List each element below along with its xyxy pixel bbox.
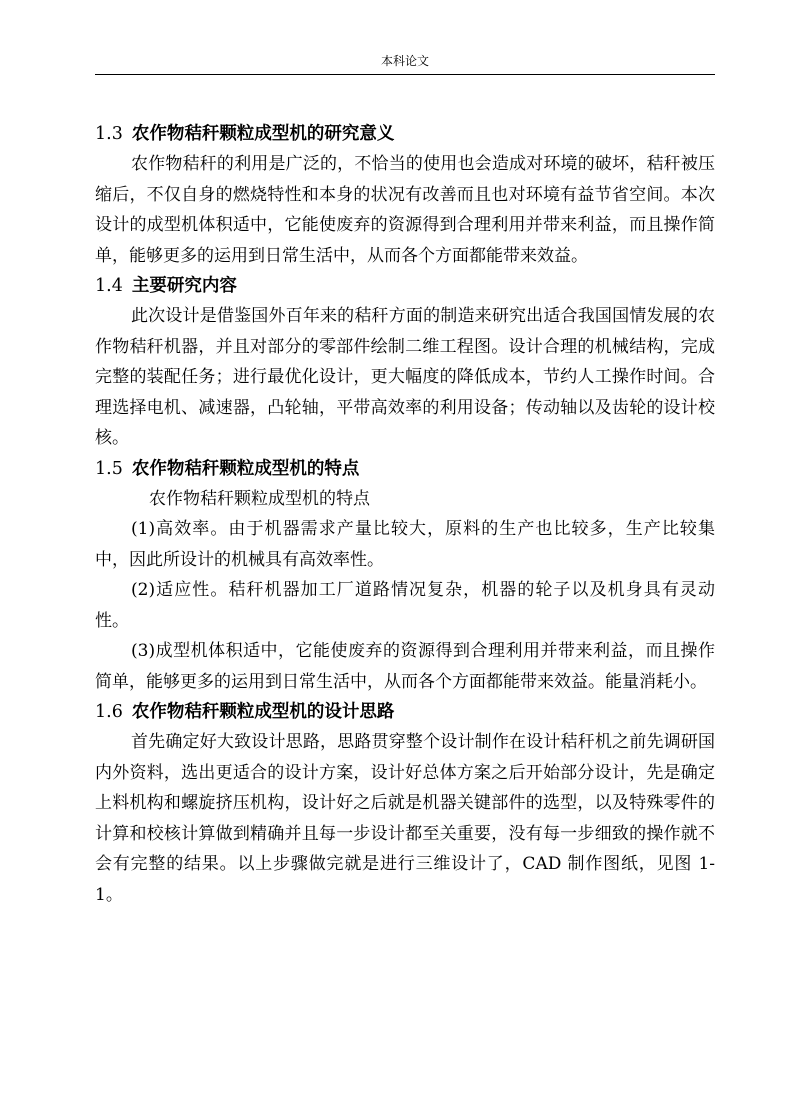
section-heading-1-4 [95, 271, 715, 301]
section-title: 农作物秸秆颗粒成型机的设计思路 [131, 702, 395, 722]
section-intro-line: 农作物秸秆颗粒成型机的特点 [149, 488, 370, 509]
paragraph: 首先确定好大致设计思路，思路贯穿整个设计制作在设计秸秆机之前先调研国内外资料，选出更适合的设计方案，设计好总体方案之后开始部分设计，先是确定上料机构和螺旋挤压机构，设计好之后就是机器关键部件的选型，以及特殊零件的计算和校核计算做到精确并且每一步设计都至关重要，没有每一步细致的操作就不会有完整的结果。以上步骤做完就是进行三维设计了，CAD 制作图纸，见图 1-1。 [95, 732, 715, 905]
paragraph: 此次设计是借鉴国外百年来的秸秆方面的制造来研究出适合我国国情发展的农作物秸秆机器，并且对部分的零部件绘制二维工程图。设计合理的机械结构，完成完整的装配任务；进行最优化设计，更大幅度的降低成本，节约人工操作时间。合理选择电机、减速器，凸轮轴，平带高效率的利用设备；传动轴以及齿轮的设计校核。 [95, 306, 715, 448]
section-title: 农作物秸秆颗粒成型机的特点 [131, 458, 360, 479]
section-title: 主要研究内容 [131, 276, 237, 296]
document-body [95, 119, 715, 910]
paragraph: 农作物秸秆的利用是广泛的，不恰当的使用也会造成对环境的破坏，秸秆被压缩后，不仅自身的燃烧特性和本身的状况有改善而且也对环境有益节省空间。本次设计的成型机体积适中，它能使废弃的资源得到合理利用并带来利益，而且操作简单，能够更多的运用到日常生活中，从而各个方面都能带来效益。 [95, 154, 715, 266]
section-heading-1-5 [95, 454, 715, 484]
section-heading-1-6 [95, 697, 715, 727]
list-item-paragraph: (1)高效率。由于机器需求产量比较大，原料的生产也比较多，生产比较集中，因此所设计的机械具有高效率性。 [95, 519, 715, 570]
section-number: 1.4 [95, 276, 123, 296]
section-title: 农作物秸秆颗粒成型机的研究意义 [131, 124, 395, 144]
page-header: 本科论文 [380, 54, 429, 68]
list-item-paragraph: (2)适应性。秸秆机器加工厂道路情况复杂，机器的轮子以及机身具有灵动性。 [95, 580, 715, 631]
section-number: 1.5 [95, 458, 123, 479]
list-item-paragraph: (3)成型机体积适中，它能使废弃的资源得到合理利用并带来利益，而且操作简单，能够更多的运用到日常生活中，从而各个方面都能带来效益。能量消耗小。 [95, 641, 715, 692]
section-number: 1.3 [95, 124, 123, 144]
section-heading-1-3 [95, 119, 715, 149]
header-divider [95, 74, 715, 75]
section-number: 1.6 [95, 702, 123, 722]
